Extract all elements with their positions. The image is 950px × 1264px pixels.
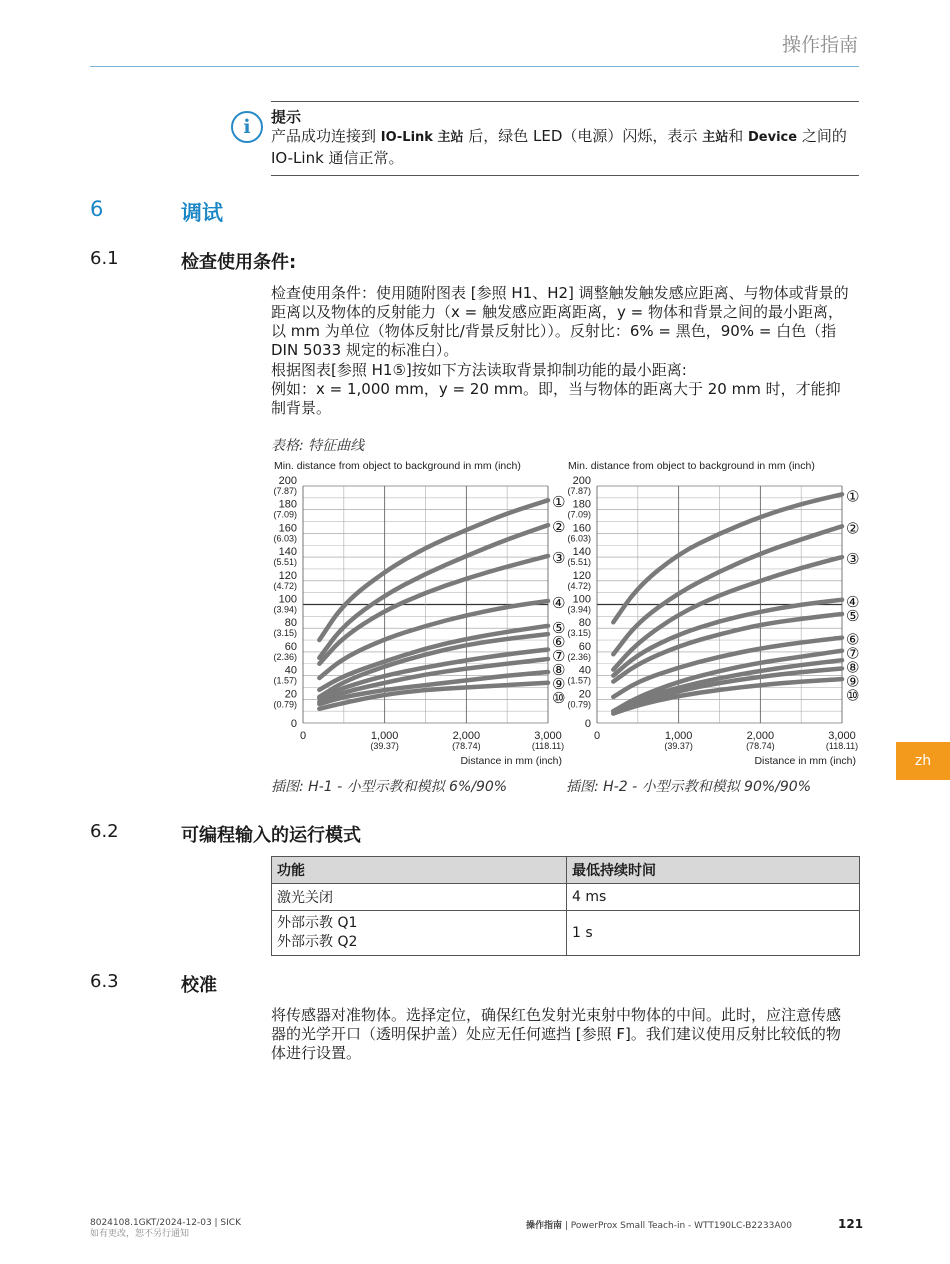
note-top-rule	[271, 101, 859, 102]
series-label: ④	[552, 593, 566, 612]
series-label: ②	[846, 519, 860, 538]
operating-mode-table	[271, 856, 860, 956]
chart-h1	[268, 455, 568, 770]
y-tick-sublabel: (5.51)	[567, 557, 591, 568]
table-caption: 表格: 特征曲线	[271, 438, 365, 454]
y-tick-sublabel: (4.72)	[273, 580, 297, 591]
y-tick-label: 200	[572, 475, 591, 487]
y-tick-label: 200	[278, 475, 297, 487]
y-tick-label: 60	[284, 640, 297, 653]
y-axis-label: Min. distance from object to background in mm (inch)	[274, 460, 521, 472]
y-tick-sublabel: (3.15)	[273, 628, 297, 639]
y-tick-label: 120	[278, 569, 297, 582]
y-tick-label: 180	[572, 498, 591, 511]
footer-disclaimer: 如有更改，恕不另行通知	[90, 1229, 190, 1239]
header-title: 操作指南	[781, 34, 858, 56]
x-tick-sublabel: (118.11)	[825, 741, 859, 751]
series-label: ⑨	[552, 674, 566, 693]
y-tick-sublabel: (3.94)	[567, 604, 591, 615]
series-label: ④	[846, 592, 860, 611]
chart-caption: 插图: H-2 - 小型示教和模拟 90%/90%	[566, 779, 812, 795]
series-label: ⑤	[846, 606, 860, 625]
x-tick-sublabel: (78.74)	[746, 741, 775, 751]
subsection-number: 6.1	[90, 248, 119, 269]
y-tick-label: 100	[278, 593, 297, 606]
subsection-title: 校准	[181, 975, 217, 996]
series-label: ⑧	[846, 658, 860, 677]
note-title: 提示	[271, 108, 302, 126]
x-tick-label: 2,000	[746, 730, 775, 742]
table-header-row	[272, 857, 860, 884]
note-bottom-rule	[271, 175, 859, 176]
body-paragraph: 将传感器对准物体。选择定位，确保红色发射光束射中物体的中间。此时，应注意传感器的光学开口（透明保护盖）处应无任何遮挡 [参照 F]。我们建议使用反射比较低的物体进行设置。	[271, 1006, 842, 1062]
series-label: ⑧	[552, 660, 566, 679]
series-label: ③	[552, 548, 566, 567]
table-cell: 4 ms	[567, 884, 860, 911]
table-cell: 激光关闭	[272, 884, 567, 911]
y-tick-sublabel: (7.87)	[567, 486, 591, 496]
y-tick-sublabel: (3.94)	[273, 604, 297, 615]
info-icon: i	[231, 111, 263, 143]
x-tick-label: 1,000	[664, 730, 693, 742]
table-cell	[272, 911, 567, 956]
x-tick-sublabel: (78.74)	[452, 741, 481, 751]
section-number: 6	[90, 197, 104, 221]
y-tick-sublabel: (3.15)	[567, 628, 591, 639]
table-row	[272, 884, 860, 911]
y-tick-sublabel: (6.03)	[273, 533, 297, 544]
y-tick-sublabel: (4.72)	[567, 580, 591, 591]
y-tick-label: 160	[278, 522, 297, 535]
x-axis-label: Distance in mm (inch)	[754, 755, 856, 767]
note-text: 产品成功连接到 IO-Link 主站 后，绿色 LED（电源）闪烁，表示 主站和 Device 之间的 IO-Link 通信正常。	[271, 127, 847, 167]
y-tick-label: 140	[278, 546, 297, 559]
y-tick-sublabel: (1.57)	[273, 675, 297, 686]
y-tick-sublabel: (0.79)	[567, 699, 591, 710]
chart-h2	[562, 455, 872, 770]
y-tick-label: 60	[578, 640, 591, 653]
series-label: ⑩	[552, 688, 566, 707]
y-tick-label: 40	[284, 664, 297, 677]
series-label: ①	[846, 487, 860, 506]
y-tick-label: 100	[572, 593, 591, 606]
body-paragraph: 例如：x = 1,000 mm，y = 20 mm。即，当与物体的距离大于 20 mm 时，才能抑制背景。	[271, 380, 841, 417]
series-label: ③	[846, 550, 860, 569]
series-label: ⑥	[846, 630, 860, 649]
series-label: ⑦	[846, 644, 860, 663]
y-tick-sublabel: (1.57)	[567, 675, 591, 686]
y-tick-label: 40	[578, 664, 591, 677]
y-tick-label: 0	[290, 718, 297, 730]
y-tick-label: 160	[572, 522, 591, 535]
x-tick-label: 0	[593, 730, 601, 742]
table-cell-line: 外部示教 Q1	[277, 915, 358, 931]
series-label: ②	[552, 518, 566, 537]
y-tick-label: 20	[578, 688, 591, 701]
y-tick-sublabel: (7.09)	[273, 509, 297, 520]
table-cell: 1 s	[567, 911, 860, 956]
y-tick-sublabel: (7.87)	[273, 486, 297, 496]
y-tick-label: 140	[572, 546, 591, 559]
series-label: ①	[552, 493, 566, 512]
body-paragraph: 检查使用条件：使用随附图表 [参照 H1、H2] 调整触发触发感应距离、与物体或背景的距离以及物体的反射能力（x = 触发感应距离距离，y = 物体和背景之间的最小距离，以 mm 为单位（物体反射比/背景反射比））。反射比：6% = 黑色，90% = 白色（指 DIN 5033 规定的标准白）。	[271, 284, 849, 359]
y-tick-sublabel: (6.03)	[567, 533, 591, 544]
y-tick-label: 20	[284, 688, 297, 701]
y-tick-sublabel: (2.36)	[567, 651, 591, 662]
x-tick-label: 1,000	[370, 730, 399, 742]
x-tick-sublabel: (118.11)	[531, 741, 565, 751]
series-label: ⑤	[552, 618, 566, 637]
x-tick-label: 0	[299, 730, 307, 742]
body-paragraph: 根据图表[参照 H1⑤]按如下方法读取背景抑制功能的最小距离:	[271, 361, 687, 379]
subsection-title: 可编程输入的运行模式	[181, 825, 361, 846]
section-title: 调试	[181, 201, 223, 225]
y-tick-sublabel: (7.09)	[567, 509, 591, 520]
footer-doc-id: 8024108.1GKT/2024-12-03 | SICK	[90, 1218, 241, 1228]
table-header-cell: 功能	[272, 857, 567, 884]
header-rule	[90, 66, 859, 67]
x-tick-label: 3,000	[534, 730, 562, 742]
page-number: 121	[838, 1217, 864, 1231]
y-tick-sublabel: (5.51)	[273, 557, 297, 568]
y-tick-sublabel: (2.36)	[273, 651, 297, 662]
x-tick-sublabel: (39.37)	[664, 741, 693, 751]
footer-left	[90, 1218, 241, 1240]
chart-caption: 插图: H-1 - 小型示教和模拟 6%/90%	[271, 779, 508, 795]
language-tab[interactable]: zh	[896, 742, 950, 780]
y-tick-label: 180	[278, 498, 297, 511]
x-tick-label: 3,000	[828, 730, 856, 742]
table-cell-line: 外部示教 Q2	[277, 934, 358, 950]
series-label: ⑨	[846, 672, 860, 691]
series-label: ⑥	[552, 632, 566, 651]
table-row	[272, 911, 860, 956]
x-tick-sublabel: (39.37)	[370, 741, 399, 751]
x-tick-label: 2,000	[452, 730, 481, 742]
y-axis-label: Min. distance from object to background in mm (inch)	[568, 460, 815, 472]
subsection-number: 6.3	[90, 971, 119, 992]
y-tick-label: 80	[284, 617, 297, 630]
subsection-number: 6.2	[90, 821, 119, 842]
series-label: ⑩	[846, 686, 860, 705]
footer-title: 操作指南 | PowerProx Small Teach-in - WTT190LC-B2233A00	[526, 1221, 792, 1231]
y-tick-label: 0	[584, 718, 591, 730]
series-label: ⑦	[552, 646, 566, 665]
y-tick-label: 120	[572, 569, 591, 582]
x-axis-label: Distance in mm (inch)	[460, 755, 562, 767]
y-tick-sublabel: (0.79)	[273, 699, 297, 710]
table-header-cell: 最低持续时间	[567, 857, 860, 884]
y-tick-label: 80	[578, 617, 591, 630]
subsection-title: 检查使用条件:	[181, 252, 297, 273]
